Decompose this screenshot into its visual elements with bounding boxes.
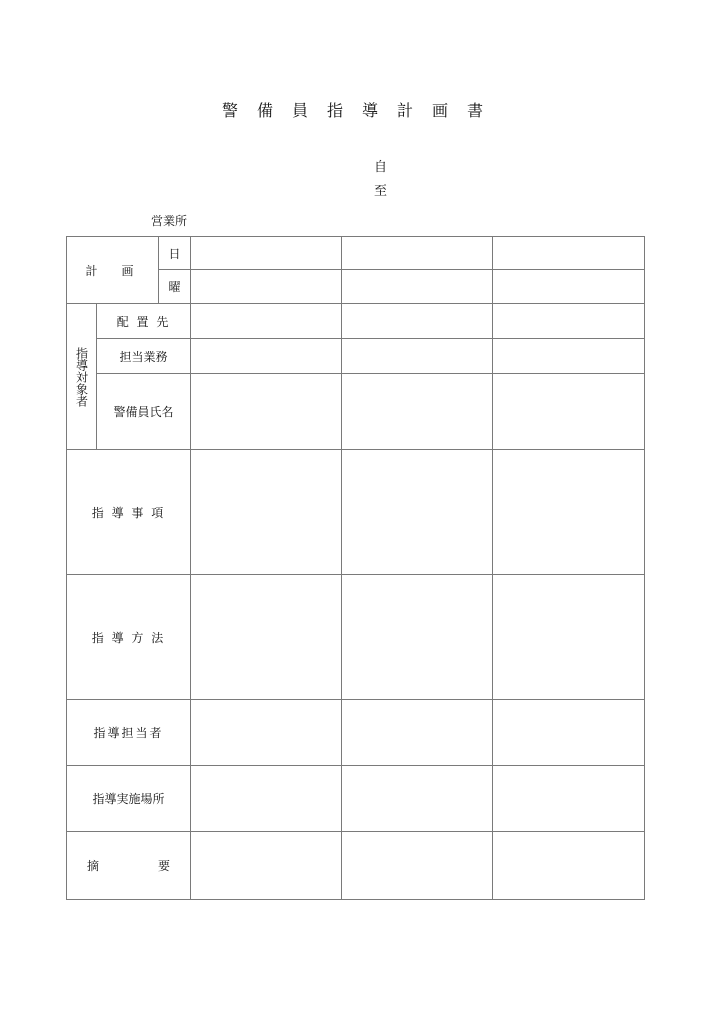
guidance-plan-table [66, 236, 645, 900]
day-cell-2[interactable] [342, 237, 493, 270]
weekday-cell-1[interactable] [191, 270, 342, 304]
instructor-cell-2[interactable] [342, 700, 493, 766]
duty-cell-1[interactable] [191, 339, 342, 374]
guard-name-cell-3[interactable] [493, 374, 645, 450]
duty-label: 担当業務 [97, 339, 191, 374]
remarks-label-first: 摘 [87, 859, 100, 873]
guard-name-cell-1[interactable] [191, 374, 342, 450]
period-to-label: 至 [374, 184, 388, 199]
remarks-cell-3[interactable] [493, 832, 645, 900]
duty-cell-2[interactable] [342, 339, 493, 374]
instructor-label: 指導担当者 [67, 700, 191, 766]
duty-cell-3[interactable] [493, 339, 645, 374]
weekday-label: 曜 [159, 270, 191, 304]
table-row [67, 575, 645, 700]
remarks-label [67, 832, 191, 900]
items-label: 指 導 事 項 [67, 450, 191, 575]
method-cell-3[interactable] [493, 575, 645, 700]
assignment-cell-2[interactable] [342, 304, 493, 339]
weekday-cell-2[interactable] [342, 270, 493, 304]
table-row [67, 450, 645, 575]
assignment-label: 配 置 先 [97, 304, 191, 339]
method-cell-1[interactable] [191, 575, 342, 700]
items-cell-1[interactable] [191, 450, 342, 575]
venue-label: 指導実施場所 [67, 766, 191, 832]
venue-cell-2[interactable] [342, 766, 493, 832]
table-row [67, 832, 645, 900]
table-row [67, 339, 645, 374]
items-cell-2[interactable] [342, 450, 493, 575]
table-row [67, 766, 645, 832]
method-cell-2[interactable] [342, 575, 493, 700]
remarks-cell-2[interactable] [342, 832, 493, 900]
table-row [67, 700, 645, 766]
instructor-cell-1[interactable] [191, 700, 342, 766]
remarks-label-second: 要 [158, 859, 171, 873]
assignment-cell-3[interactable] [493, 304, 645, 339]
guard-name-label: 警備員氏名 [97, 374, 191, 450]
day-cell-1[interactable] [191, 237, 342, 270]
office-label: 営業所 [151, 214, 188, 228]
document-title: 警備員指導計画書 [221, 101, 502, 120]
day-cell-3[interactable] [493, 237, 645, 270]
table-row [67, 237, 645, 270]
weekday-cell-3[interactable] [493, 270, 645, 304]
table-row [67, 374, 645, 450]
items-cell-3[interactable] [493, 450, 645, 575]
day-label: 日 [159, 237, 191, 270]
method-label: 指 導 方 法 [67, 575, 191, 700]
assignment-cell-1[interactable] [191, 304, 342, 339]
plan-label: 計 画 [67, 237, 159, 304]
instructor-cell-3[interactable] [493, 700, 645, 766]
venue-cell-3[interactable] [493, 766, 645, 832]
target-label: 指導対象者 [67, 304, 97, 450]
table-row [67, 304, 645, 339]
period-from-label: 自 [374, 160, 388, 175]
venue-cell-1[interactable] [191, 766, 342, 832]
guard-name-cell-2[interactable] [342, 374, 493, 450]
remarks-cell-1[interactable] [191, 832, 342, 900]
